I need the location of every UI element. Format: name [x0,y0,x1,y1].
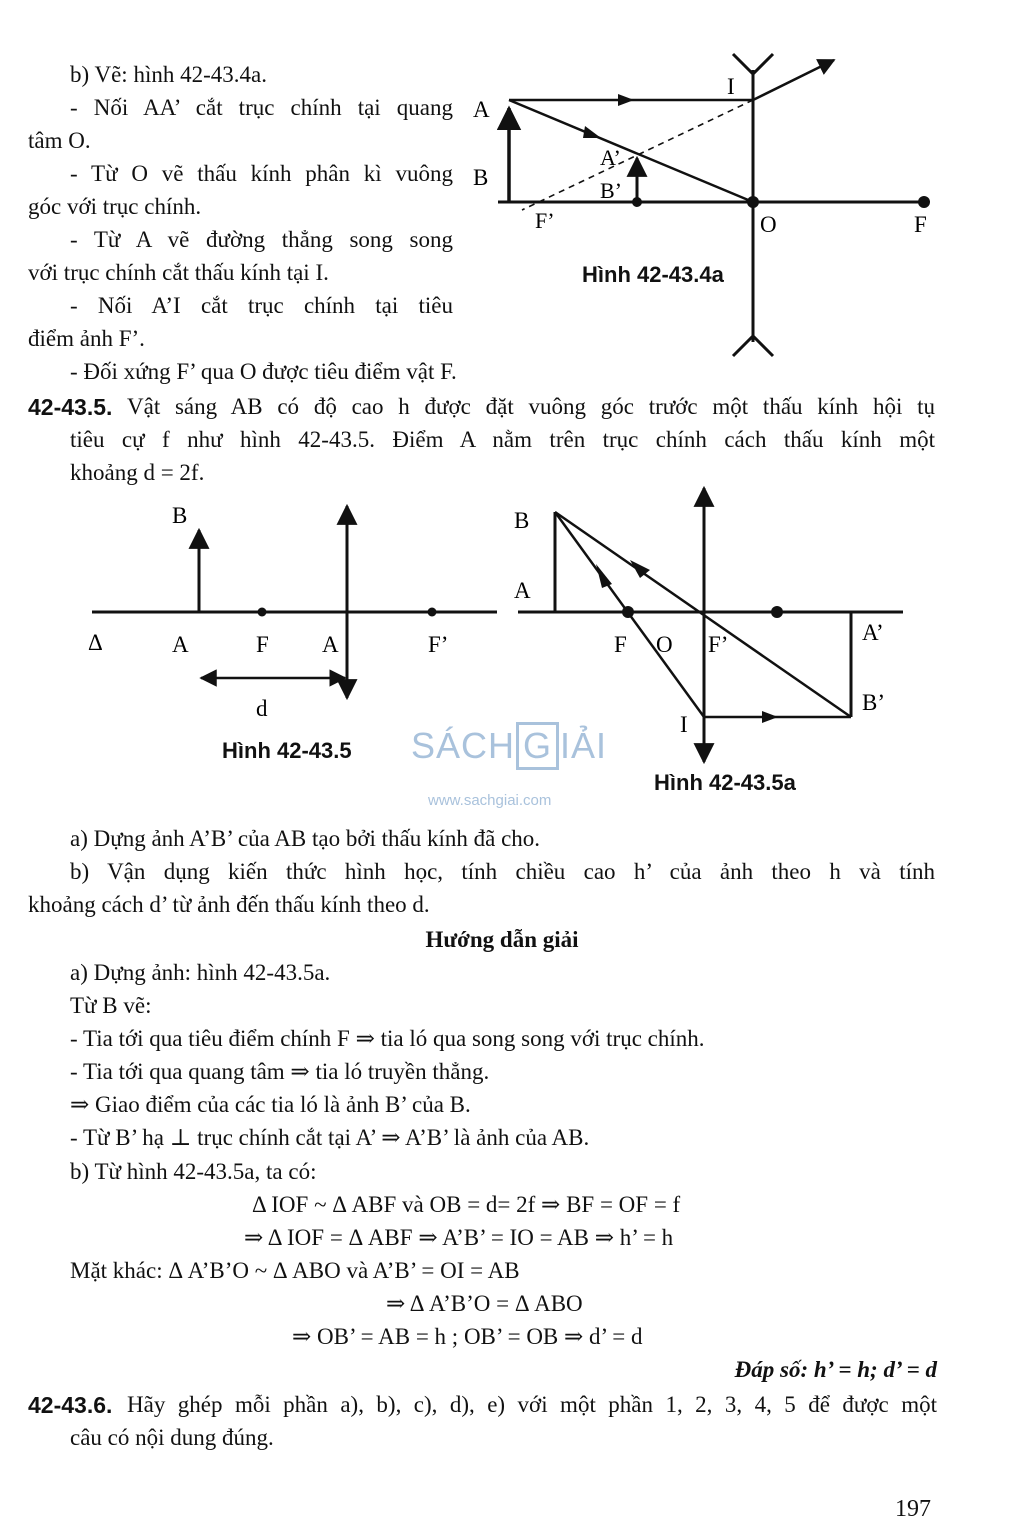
point-f1 [771,606,783,618]
part-b-step-1b: tâm O. [28,128,91,153]
figure-42-43-5a [0,480,1024,780]
problem-5-number: 42-43.5. [28,394,113,420]
part-b-step-3: - Từ A vẽ đường thẳng song song [70,227,453,252]
label-A2: A [322,632,339,657]
label-B: B [473,165,489,190]
fig-44a-caption: Hình 42-43.4a [582,262,724,287]
label-F1: F’ [535,208,555,233]
ray-through-center [509,100,753,202]
point-b1 [632,197,642,207]
problem-6-line-1: Hãy ghép mỗi phần a), b), c), d), e) với một phần 1, 2, 3, 4, 5 để được một [127,1392,937,1417]
label-B1: B’ [600,178,622,203]
solution-eq-1: Δ IOF ~ Δ ABF và OB = d= 2f ⇒ BF = OF = f [252,1192,681,1217]
part-b-step-4b: điểm ảnh F’. [28,326,145,351]
label-A: A [514,578,531,603]
solution-b-intro: b) Từ hình 42-43.5a, ta có: [70,1159,317,1184]
label-F: F [614,632,627,657]
question-b-line-2: khoảng cách d’ từ ảnh đến thấu kính theo d. [28,892,430,917]
point-f [918,196,930,208]
watermark-brand-box: G [516,722,559,770]
part-b-intro: b) Vẽ: hình 42-43.4a. [70,62,267,87]
label-B: B [172,503,188,528]
problem-5-line-2: tiêu cự f như hình 42-43.5. Điểm A nằm trên trục chính cách thấu kính một [70,427,935,452]
part-b-step-4: - Nối A’I cắt trục chính tại tiêu [70,293,453,318]
problem-6-line-2: câu có nội dung đúng. [70,1425,274,1450]
problem-6-number: 42-43.6. [28,1392,113,1418]
fig-45-caption: Hình 42-43.5 [222,738,352,763]
part-b-step-3b: với trục chính cắt thấu kính tại I. [28,260,329,285]
ray-f-arrow [596,564,612,588]
watermark-brand-right: IẢI [560,725,608,766]
fig-45a-caption: Hình 42-43.5a [654,770,796,795]
label-I: I [727,74,735,99]
solution-answer: Đáp số: h’ = h; d’ = d [734,1357,937,1382]
label-B: B [514,508,530,533]
label-A: A [473,97,490,122]
solution-bullet-1: - Tia tới qua tiêu điểm chính F ⇒ tia ló qua song song với trục chính. [70,1026,705,1051]
figure-42-43-4a [0,0,1024,400]
problem-5-line-3: khoảng d = 2f. [70,460,205,485]
label-F: F [914,212,927,237]
part-b-step-2: - Từ O vẽ thấu kính phân kì vuông [70,161,453,186]
question-a: a) Dựng ảnh A’B’ của AB tạo bởi thấu kính đã cho. [70,826,541,851]
part-b-step-1: - Nối AA’ cắt trục chính tại quang [70,95,453,120]
label-A1: A’ [862,620,884,645]
solution-from-b: Từ B vẽ: [70,993,152,1018]
label-A: A [172,632,189,657]
solution-bullet-3: ⇒ Giao điểm của các tia ló là ảnh B’ của B. [70,1092,471,1117]
question-b-line-1: b) Vận dụng kiến thức hình học, tính chiều cao h’ của ảnh theo h và tính [70,859,935,884]
label-F1: F’ [428,632,449,657]
label-d: d [256,696,268,721]
solution-eq-3: Mặt khác: Δ A’B’O ~ Δ ABO và A’B’ = OI = AB [70,1258,520,1283]
page-number: 197 [895,1496,931,1522]
label-F1: F’ [708,632,729,657]
solution-a-intro: a) Dựng ảnh: hình 42-43.5a. [70,960,331,985]
part-b-step-2b: góc với trục chính. [28,194,202,219]
solution-bullet-4: - Từ B’ hạ ⊥ trục chính cắt tại A’ ⇒ A’B’ là ảnh của AB. [70,1125,590,1150]
watermark-url: www.sachgiai.com [428,792,552,809]
label-F: F [256,632,269,657]
ray-parallel-arrow [762,711,778,723]
solution-bullet-2: - Tia tới qua quang tâm ⇒ tia ló truyền thẳng. [70,1059,490,1084]
label-O: O [760,212,777,237]
point-o [747,196,759,208]
solution-eq-5: ⇒ OB’ = AB = h ; OB’ = OB ⇒ d’ = d [292,1324,643,1349]
ray-center-arrow [583,126,601,138]
problem-5-line-1: Vật sáng AB có độ cao h được đặt vuông góc trước một thấu kính hội tụ [127,394,935,419]
point-f [622,606,634,618]
label-I: I [680,712,688,737]
part-b-step-5: - Đối xứng F’ qua O được tiêu điểm vật F. [70,359,457,384]
ray-refracted [753,60,834,100]
label-A1: A’ [600,145,621,170]
label-O: O [656,632,673,657]
watermark-brand-left: SÁCH [411,725,516,766]
label-delta: Δ [88,630,103,655]
label-B1: B’ [862,690,885,715]
solution-heading: Hướng dẫn giải [425,927,579,952]
ray-parallel-arrow [618,94,634,106]
solution-eq-4: ⇒ Δ A’B’O = Δ ABO [386,1291,583,1316]
solution-eq-2: ⇒ Δ IOF = Δ ABF ⇒ A’B’ = IO = AB ⇒ h’ = h [244,1225,674,1250]
